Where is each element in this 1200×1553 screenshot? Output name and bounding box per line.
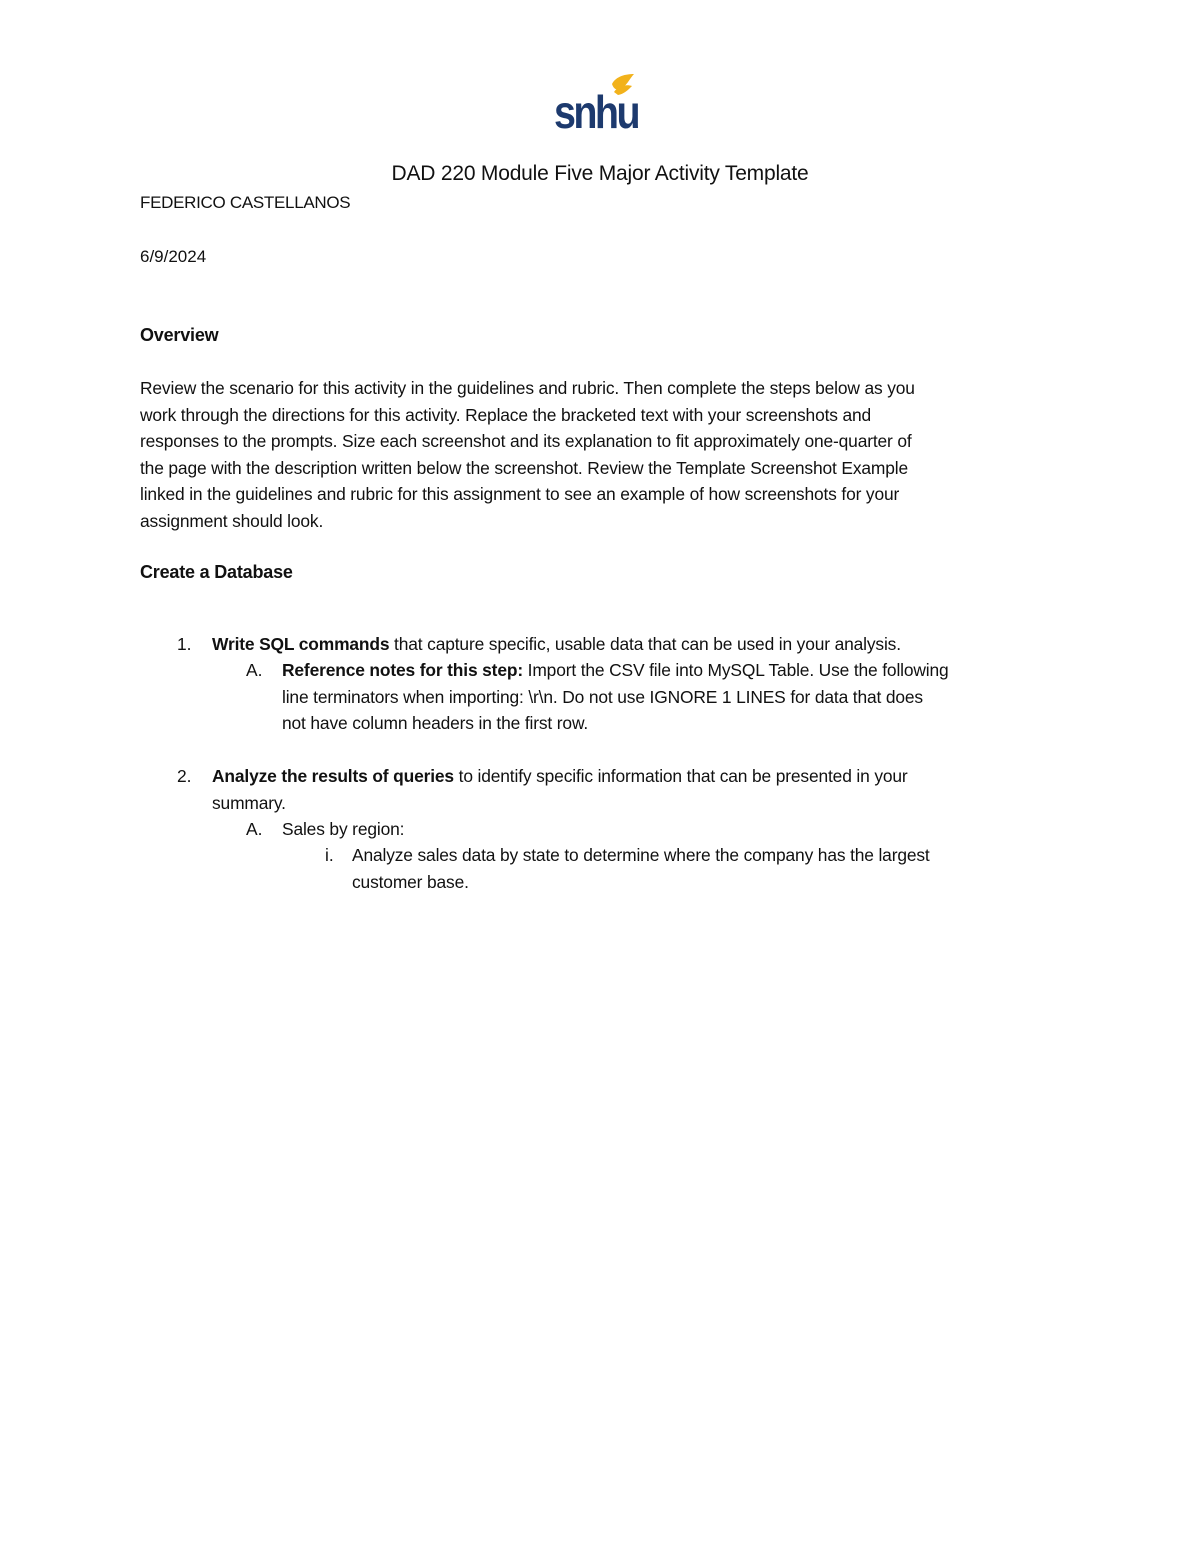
list-marker: 2.	[177, 766, 192, 786]
sub-text: Import the CSV file into MySQL Table. Use the following	[522, 660, 949, 680]
overview-line: Review the scenario for this activity in the guidelines and rubric. Then complete the steps below as you	[140, 378, 915, 398]
sub-text: line terminators when importing: \r\n. Do not use IGNORE 1 LINES for data that does	[282, 686, 923, 707]
sub-text: Sales by region:	[282, 819, 405, 839]
item-text: to identify specific information that can be presented in your	[453, 766, 908, 786]
list-marker: 1.	[177, 634, 192, 654]
create-database-heading: Create a Database	[140, 562, 293, 582]
overview-line: the page with the description written below the screenshot. Review the Template Screenshot Example	[140, 457, 908, 478]
sublist-item	[282, 816, 404, 843]
author-name: FEDERICO CASTELLANOS	[140, 193, 351, 212]
sub-bold-lead: Reference notes for this step:	[282, 660, 523, 680]
overview-heading: Overview	[140, 325, 219, 345]
sub-text: not have column headers in the first row.	[282, 713, 589, 733]
overview-line: work through the directions for this activity. Replace the bracketed text with your screenshots and	[140, 404, 872, 425]
sublist-item	[282, 657, 949, 737]
document-date: 6/9/2024	[140, 247, 207, 266]
overview-line: assignment should look.	[140, 510, 324, 531]
item-text: that capture specific, usable data that can be used in your analysis.	[389, 634, 901, 654]
list-item	[212, 763, 908, 816]
sublist-marker: A.	[246, 660, 263, 680]
list-item	[212, 631, 901, 658]
subsublist-marker: i.	[325, 845, 334, 865]
sublist-marker: A.	[246, 819, 263, 839]
subsub-text: Analyze sales data by state to determine where the company has the largest	[352, 845, 930, 865]
logo-text: snhu	[554, 86, 639, 136]
overview-line: linked in the guidelines and rubric for this assignment to see an example of how screenshots for your	[140, 484, 900, 504]
item-bold-lead: Analyze the results of queries	[212, 766, 454, 786]
item-bold-lead: Write SQL commands	[212, 634, 390, 654]
document-title: DAD 220 Module Five Major Activity Template	[391, 162, 809, 185]
overview-line: responses to the prompts. Size each screenshot and its explanation to fit approximately one-quarter of	[140, 431, 912, 451]
overview-paragraph	[140, 375, 1060, 534]
subsublist-item	[352, 842, 930, 895]
item-text: summary.	[212, 792, 286, 813]
snhu-logo	[548, 70, 648, 136]
subsub-text: customer base.	[352, 871, 469, 892]
